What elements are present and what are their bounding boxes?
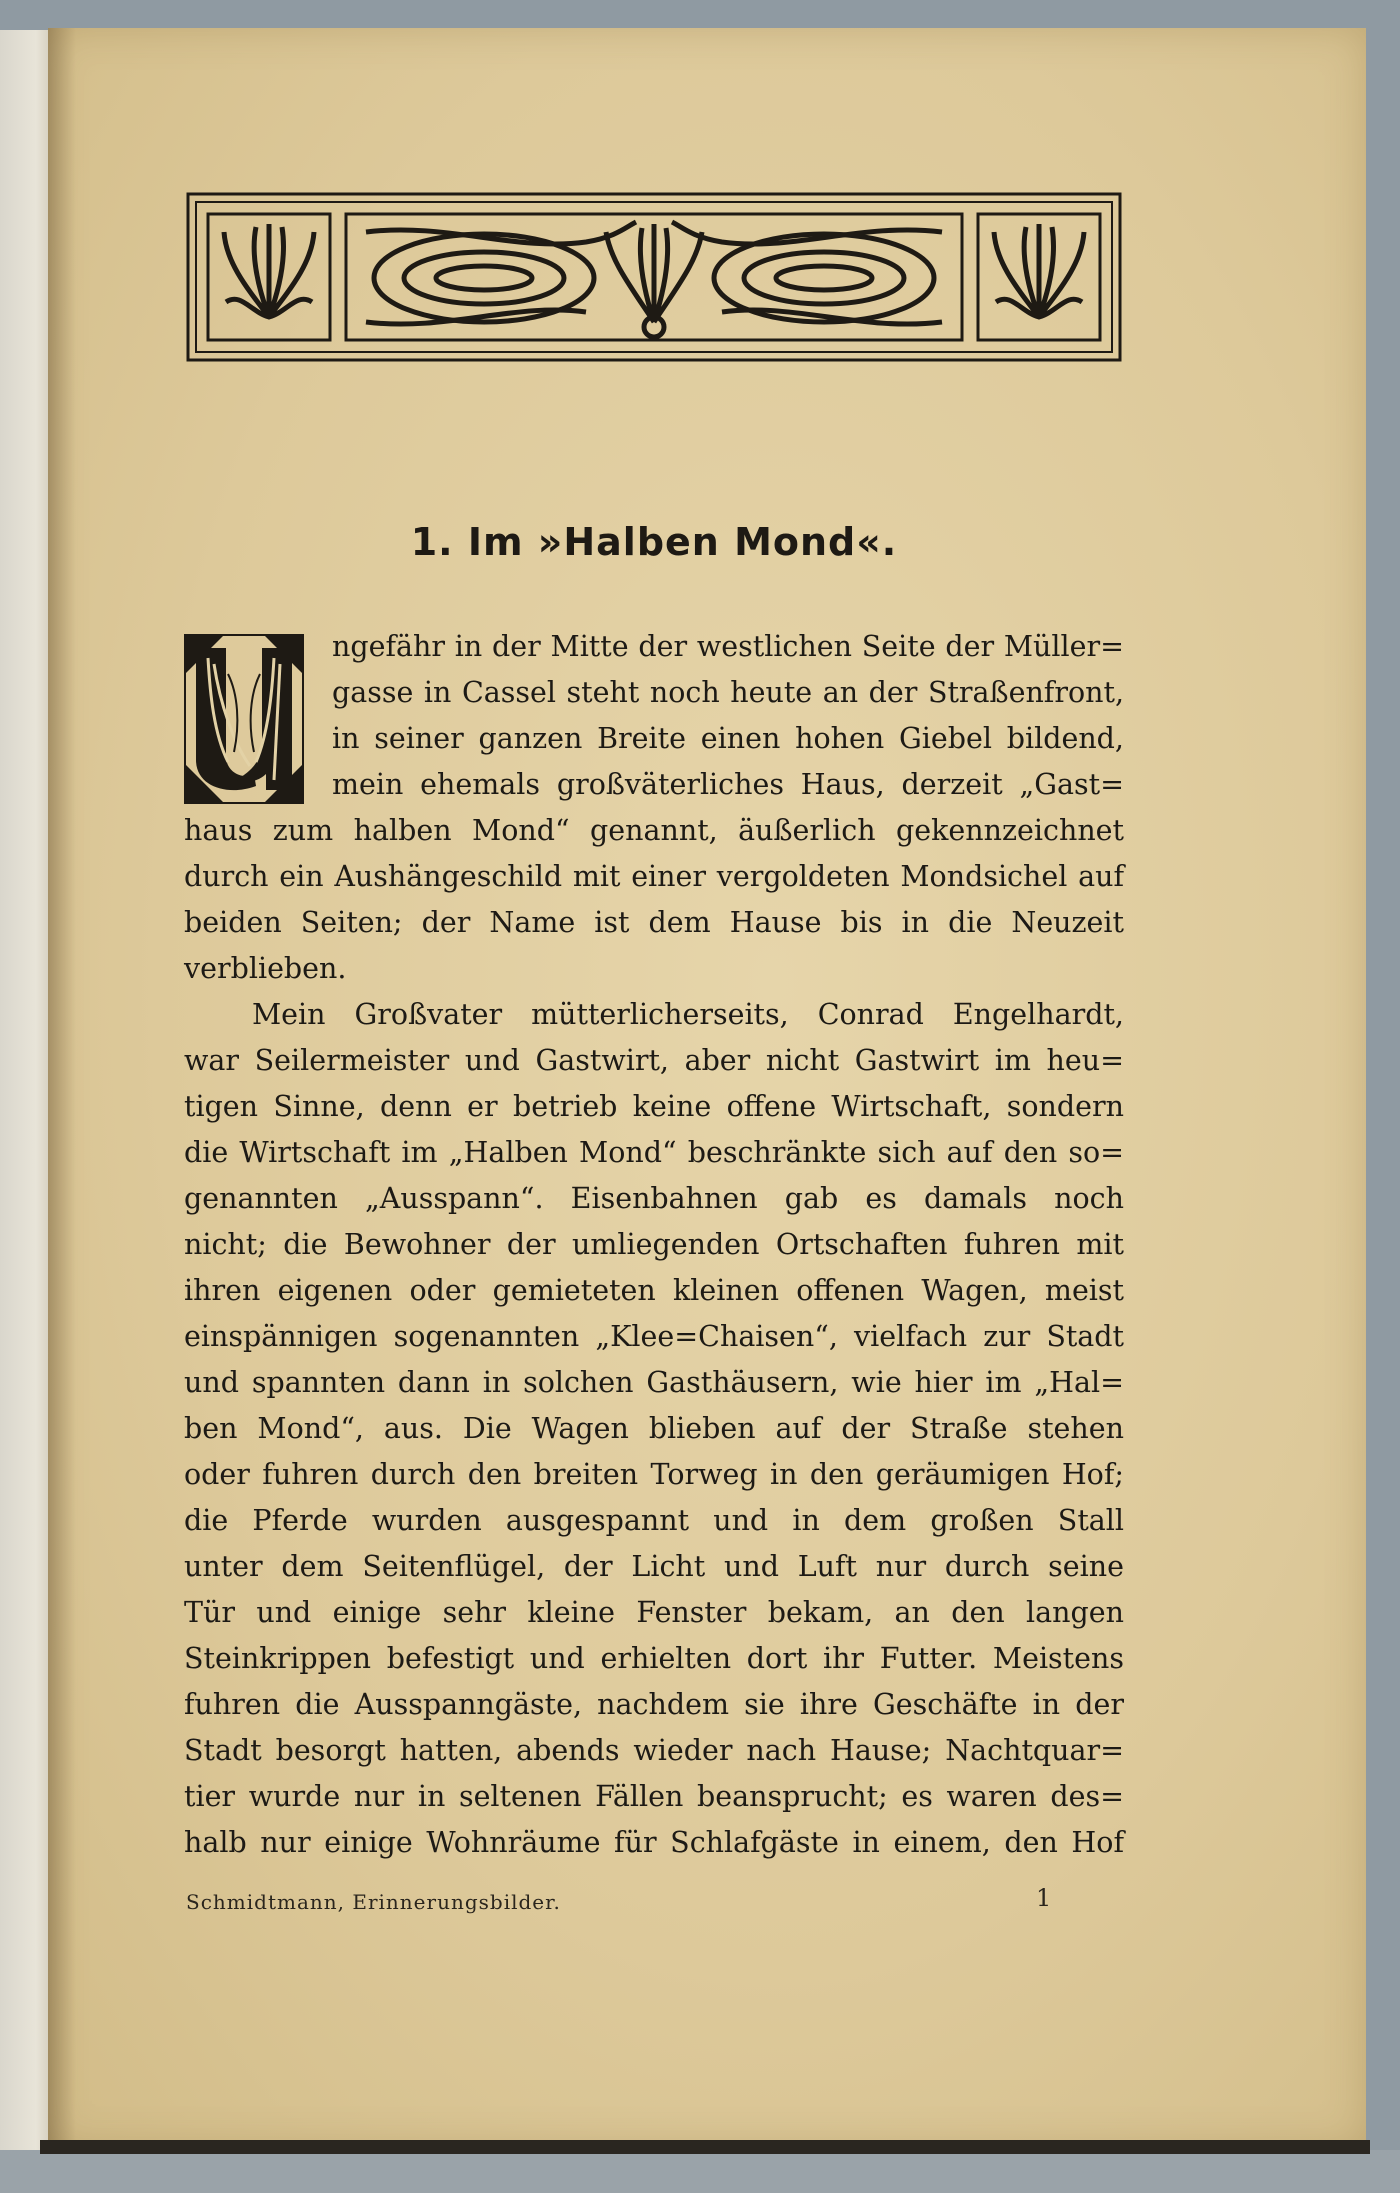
page-number: 1: [1036, 1884, 1052, 1912]
text-line: gasse in Cassel steht noch heute an der Straßenfront,: [332, 676, 1124, 709]
text-line: war Seilermeister und Gastwirt, aber nicht Gastwirt im heu=: [184, 1044, 1124, 1077]
text-line: in seiner ganzen Breite einen hohen Giebel bildend,: [332, 722, 1124, 755]
book-bottom-edge: [40, 2140, 1370, 2154]
spine-shadow: [48, 28, 76, 2148]
chapter-title: 1. Im »Halben Mond«.: [410, 520, 898, 564]
body-text: [184, 624, 1124, 1866]
text-line: unter dem Seitenflügel, der Licht und Luft nur durch seine: [184, 1550, 1124, 1583]
text-line: ihren eigenen oder gemieteten kleinen offenen Wagen, meist: [184, 1274, 1124, 1307]
text-line: beiden Seiten; der Name ist dem Hause bis in die Neuzeit: [184, 906, 1124, 939]
text-line: die Wirtschaft im „Halben Mond“ beschränkte sich auf den so=: [184, 1136, 1124, 1169]
art-nouveau-headpiece-icon: [186, 192, 1122, 362]
text-line: fuhren die Ausspanngäste, nachdem sie ihre Geschäfte in der: [184, 1688, 1124, 1721]
text-line: oder fuhren durch den breiten Torweg in den geräumigen Hof;: [184, 1458, 1124, 1491]
text-line: tigen Sinne, denn er betrieb keine offene Wirtschaft, sondern: [184, 1090, 1124, 1123]
text-line: nicht; die Bewohner der umliegenden Ortschaften fuhren mit: [184, 1228, 1124, 1261]
text-line: mein ehemals großväterliches Haus, derzeit „Gast=: [332, 768, 1124, 801]
text-line: ngefähr in der Mitte der westlichen Seite der Müller=: [332, 630, 1124, 663]
footer-signature: Schmidtmann, Erinnerungsbilder.: [186, 1890, 561, 1914]
text-line: Steinkrippen befestigt und erhielten dort ihr Futter. Meistens: [184, 1642, 1124, 1675]
text-line: verblieben.: [184, 952, 347, 985]
text-line: und spannten dann in solchen Gasthäusern, wie hier im „Hal=: [184, 1366, 1124, 1399]
background-strip: [0, 2150, 1400, 2193]
text-line: Stadt besorgt hatten, abends wieder nach Hause; Nachtquar=: [184, 1734, 1124, 1767]
text-line: einspännigen sogenannten „Klee=Chaisen“, vielfach zur Stadt: [184, 1320, 1124, 1353]
text-line: halb nur einige Wohnräume für Schlafgäste in einem, den Hof: [184, 1826, 1124, 1859]
text-line: genannten „Ausspann“. Eisenbahnen gab es damals noch: [184, 1182, 1124, 1215]
text-line: Tür und einige sehr kleine Fenster bekam, an den langen: [184, 1596, 1124, 1629]
text-line: durch ein Aushängeschild mit einer vergoldeten Mondsichel auf: [184, 860, 1124, 893]
text-line: Mein Großvater mütterlicherseits, Conrad Engelhardt,: [252, 998, 1124, 1031]
text-line: haus zum halben Mond“ genannt, äußerlich gekennzeichnet: [184, 814, 1124, 847]
text-line: ben Mond“, aus. Die Wagen blieben auf der Straße stehen: [184, 1412, 1124, 1445]
text-line: tier wurde nur in seltenen Fällen beansprucht; es waren des=: [184, 1780, 1124, 1813]
text-line: die Pferde wurden ausgespannt und in dem großen Stall: [184, 1504, 1124, 1537]
